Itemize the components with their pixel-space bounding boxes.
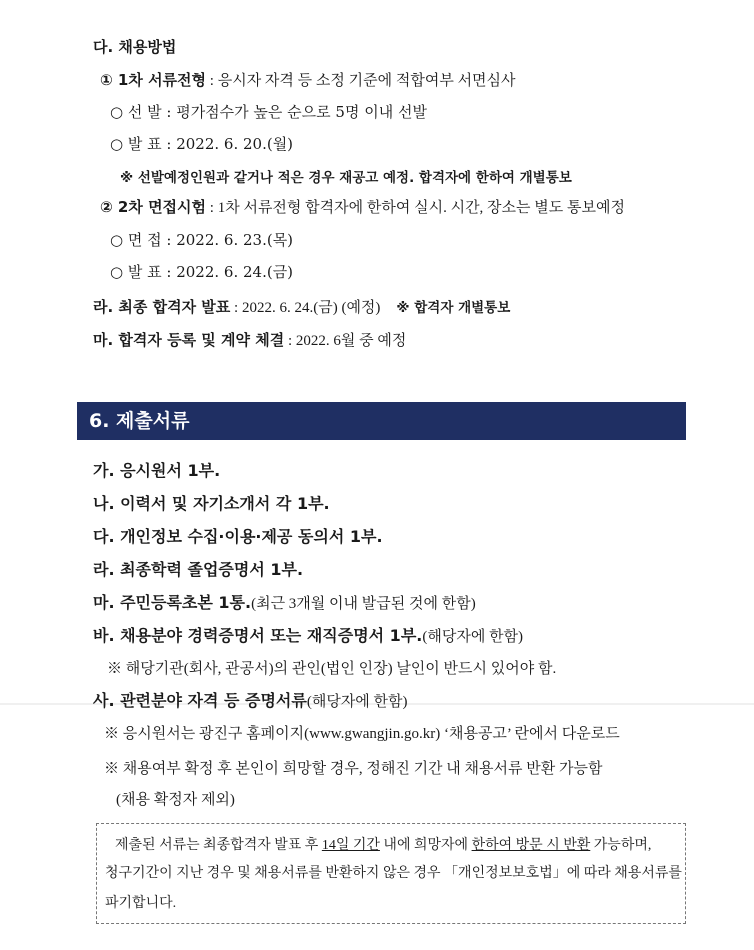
section-6-header: 6. 제출서류	[77, 402, 686, 440]
item-resume: 나. 이력서 및 자기소개서 각 1부.	[93, 494, 330, 513]
notice-box	[96, 823, 686, 924]
step2-desc: : 1차 서류전형 합격자에 한하여 실시. 시간, 장소는 별도 통보예정	[206, 200, 625, 216]
step1-announce-date: : 2022. 6. 20.(월)	[161, 135, 294, 153]
item-qualification-line	[93, 691, 408, 712]
step2-announce-label: ○ 발 표	[110, 263, 162, 281]
item-diploma: 라. 최종학력 졸업증명서 1부.	[93, 560, 304, 579]
item-privacy-consent: 다. 개인정보 수집·이용·제공 동의서 1부.	[93, 527, 383, 546]
step2-head: ② 2차 면접시험	[100, 198, 207, 216]
item-career-cert-note: (해당자에 한함)	[422, 629, 524, 645]
step1-selection-line	[110, 102, 427, 122]
contract-head: 마. 합격자 등록 및 계약 체결	[93, 331, 285, 349]
final-announce-head: 라. 최종 합격자 발표	[93, 298, 231, 316]
contract-line	[93, 330, 406, 351]
notice-return-condition: 한하여 방문 시 반환	[471, 838, 591, 853]
note-application-download: ※ 응시원서는 광진구 홈페이지(www.gwangjin.go.kr) ‘채용공고’ 란에서 다운로드	[104, 726, 620, 742]
final-announce-date: : 2022. 6. 24.(금) (예정)	[230, 300, 381, 316]
step1-announce-label: ○ 발 표	[110, 135, 162, 153]
notice-line-1	[115, 834, 651, 854]
step1-note: ※ 선발예정인원과 같거나 적은 경우 재공고 예정. 합격자에 한하여 개별통보	[120, 170, 572, 186]
note-document-return-exception: (채용 확정자 제외)	[116, 792, 235, 808]
notice-line-2: 청구기간이 지난 경우 및 채용서류를 반환하지 않은 경우 「개인정보보호법」에 따라 채용서류를	[105, 866, 682, 881]
step2-interview-line	[110, 230, 293, 250]
step2-announce-date: : 2022. 6. 24.(금)	[161, 263, 294, 281]
step2-interview-date: : 2022. 6. 23.(목)	[161, 231, 294, 249]
item-resident-record-note: (최근 3개월 이내 발급된 것에 한함)	[251, 596, 476, 612]
step1-head: ① 1차 서류전형	[100, 71, 207, 89]
note-document-return: ※ 채용여부 확정 후 본인이 희망할 경우, 정해진 기간 내 채용서류 반환 가능함	[104, 761, 603, 777]
notice-line-1-a: 제출된 서류는 최종합격자 발표 후	[115, 838, 322, 853]
step2-line	[100, 197, 625, 218]
item-resident-record: 마. 주민등록초본 1통.	[93, 593, 252, 612]
final-announce-line	[93, 297, 510, 318]
item-qualification: 사. 관련분야 자격 등 증명서류	[93, 691, 307, 710]
final-announce-note: ※ 합격자 개별통보	[396, 300, 511, 316]
item-application-form: 가. 응시원서 1부.	[93, 461, 221, 480]
step2-interview-label: ○ 면 접	[110, 231, 162, 249]
contract-date: : 2022. 6월 중 예정	[284, 333, 407, 349]
item-career-cert-line	[93, 626, 523, 647]
notice-line-1-b: 내에 희망자에	[379, 838, 472, 853]
notice-line-1-c: 가능하며,	[590, 838, 652, 853]
step1-desc: : 응시자 자격 등 소정 기준에 적합여부 서면심사	[206, 73, 516, 89]
notice-period: 14일 기간	[321, 838, 380, 853]
item-qualification-note: (해당자에 한함)	[306, 694, 408, 710]
item-career-cert-sub: ※ 해당기관(회사, 관공서)의 관인(법인 인장) 날인이 반드시 있어야 함.	[107, 661, 557, 677]
section-d-title: 다. 채용방법	[93, 38, 177, 56]
notice-line-3: 파기합니다.	[105, 896, 177, 911]
step2-announce-line	[110, 262, 293, 282]
step1-selection-text: : 평가점수가 높은 순으로 5명 이내 선발	[161, 103, 427, 121]
item-career-cert: 바. 채용분야 경력증명서 또는 재직증명서 1부.	[93, 626, 423, 645]
step1-selection-label: ○ 선 발	[110, 103, 162, 121]
step1-line	[100, 70, 516, 91]
step1-announce-line	[110, 134, 293, 154]
item-resident-record-line	[93, 593, 476, 614]
